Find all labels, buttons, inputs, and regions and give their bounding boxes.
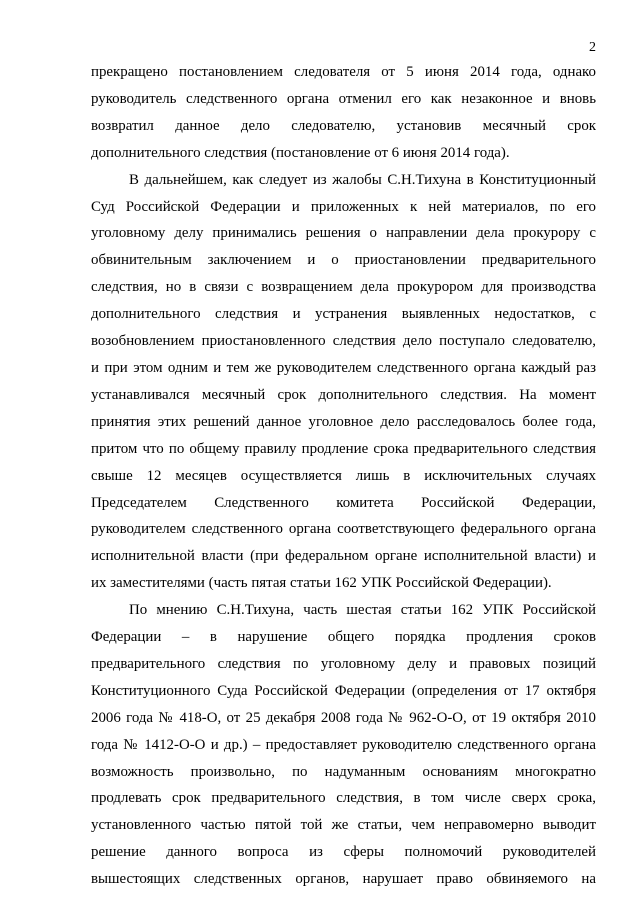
text-line: Председателем Следственного комитета Российской Федерации,	[91, 494, 596, 511]
text-line: принятия этих решений данное уголовное дело расследовалось более года,	[91, 413, 596, 430]
text-line: предварительного следствия по уголовному делу и правовых позиций	[91, 655, 596, 672]
body-text	[91, 59, 596, 893]
text-line: года № 1412-О-О и др.) – предоставляет руководителю следственного органа	[91, 736, 596, 753]
text-line: и при этом одним и тем же руководителем следственного органа каждый раз	[91, 359, 596, 376]
text-line: 2006 года № 418-О, от 25 декабря 2008 года № 962-О-О, от 19 октября 2010	[91, 709, 596, 726]
text-line: уголовному делу принимались решения о направлении дела прокурору с	[91, 225, 596, 242]
text-line: По мнению С.Н.Тихуна, часть шестая статьи 162 УПК Российской	[129, 602, 596, 619]
text-line: руководитель следственного органа отменил его как незаконное и вновь	[91, 90, 596, 107]
text-line: возобновлением приостановленного следствия дело поступало следователю,	[91, 333, 596, 350]
text-line: дополнительного следствия и устранения выявленных недостатков, с	[91, 306, 596, 323]
text-line: Суд Российской Федерации и приложенных к ней материалов, по его	[91, 198, 596, 215]
text-line: следствия, но в связи с возвращением дела прокурором для производства	[91, 279, 596, 296]
text-line: продлевать срок предварительного следствия, в том числе сверх срока,	[91, 790, 596, 807]
text-line: притом что по общему правилу продление срока предварительного следствия	[91, 440, 596, 457]
text-line: обвинительным заключением и о приостановлении предварительного	[91, 252, 596, 269]
text-line: руководителем следственного органа соответствующего федерального органа	[91, 521, 596, 538]
text-line: их заместителями (часть пятая статьи 162 УПК Российской Федерации).	[91, 575, 552, 592]
text-line: прекращено постановлением следователя от 5 июня 2014 года, однако	[91, 64, 596, 80]
paragraph-1	[91, 59, 596, 167]
page-number: 2	[589, 40, 596, 55]
text-line: решение данного вопроса из сферы полномочий руководителей	[91, 844, 596, 861]
text-line: дополнительного следствия (постановление от 6 июня 2014 года).	[91, 144, 510, 161]
text-line: Конституционного Суда Российской Федерации (определения от 17 октября	[91, 682, 596, 699]
text-line: установленного частью пятой той же статьи, чем неправомерно выводит	[91, 817, 596, 834]
text-line: возможность произвольно, по надуманным основаниям многократно	[91, 763, 596, 780]
text-line: свыше 12 месяцев осуществляется лишь в исключительных случаях	[91, 467, 596, 484]
paragraph-3	[91, 597, 596, 893]
text-line: В дальнейшем, как следует из жалобы С.Н.Тихуна в Конституционный	[129, 171, 596, 188]
text-line: устанавливался месячный срок дополнительного следствия. На момент	[91, 386, 596, 403]
text-line: возвратил данное дело следователю, установив месячный срок	[91, 117, 596, 134]
paragraph-2	[91, 167, 596, 598]
text-line: вышестоящих следственных органов, нарушает право обвиняемого на	[91, 871, 596, 888]
text-line: исполнительной власти (при федеральном органе исполнительной власти) и	[91, 548, 596, 565]
text-line: Федерации – в нарушение общего порядка продления сроков	[91, 629, 596, 646]
